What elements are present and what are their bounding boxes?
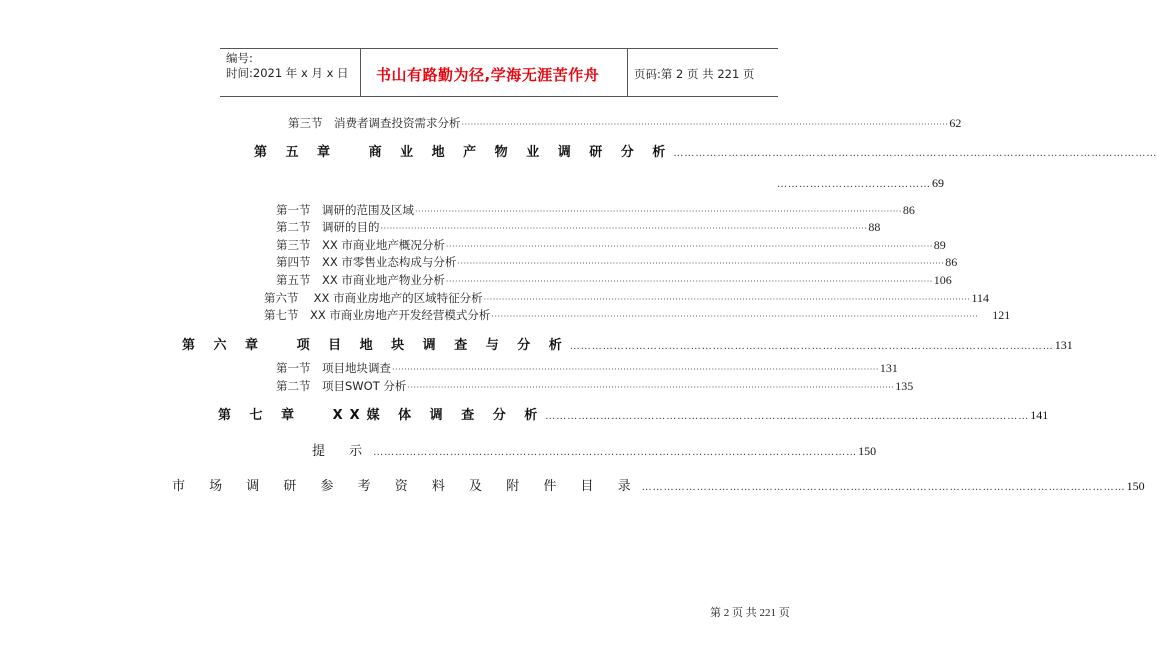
- toc-leader: ……………………………………………………………………………………………………………………: [641, 482, 1126, 493]
- toc-page: 150: [858, 444, 877, 458]
- toc-page: 114: [971, 291, 990, 305]
- toc-label: 第一节 调研的范围及区域: [276, 203, 414, 217]
- header-divider: [627, 48, 628, 96]
- toc-page: 121: [992, 308, 1011, 322]
- toc-label: 第七节 XX 市商业房地产开发经营模式分析: [264, 308, 491, 322]
- header-divider: [360, 48, 361, 96]
- toc-leader: ································································································································································: [457, 259, 945, 268]
- toc-entry[interactable]: [276, 360, 898, 376]
- toc-page: 62: [949, 116, 962, 130]
- toc-page: 69: [932, 176, 944, 190]
- toc-page: 150: [1126, 479, 1145, 493]
- header-bottom-rule: [220, 96, 778, 97]
- toc-entry[interactable]: [276, 254, 958, 270]
- header-date: 时间:2021 年 x 月 x 日: [226, 66, 349, 80]
- toc-leader: ································································································································································: [483, 295, 971, 304]
- toc-page: 131: [1054, 338, 1073, 352]
- toc-chapter[interactable]: [182, 334, 1073, 353]
- toc-chapter[interactable]: [254, 141, 1157, 160]
- toc-label: 第 六 章 项 目 地 块 调 查 与 分 析: [182, 338, 569, 353]
- header-motto: 书山有路勤为径,学海无涯苦作舟: [376, 66, 600, 84]
- toc-leader: ……………………………………: [777, 179, 931, 190]
- footer-page-number: 第 2 页 共 221 页: [710, 607, 790, 619]
- toc-chapter[interactable]: [218, 404, 1049, 423]
- toc-page: 106: [933, 273, 952, 287]
- toc-label: 第四节 XX 市零售业态构成与分析: [276, 255, 457, 269]
- toc-leader: ································································································································································: [380, 224, 868, 233]
- toc-label: 第三节 消费者调查投资需求分析: [288, 116, 461, 130]
- toc-leader: ································································································································································: [415, 207, 902, 216]
- toc-page: 86: [902, 203, 915, 217]
- toc-entry[interactable]: [264, 307, 1011, 323]
- toc-leader: ································································································································································: [407, 383, 895, 392]
- toc-entry[interactable]: [264, 290, 990, 306]
- toc-label: 第 五 章 商 业 地 产 物 业 调 研 分 析: [254, 145, 673, 160]
- toc-label: 第五节 XX 市商业地产物业分析: [276, 273, 445, 287]
- toc-entry[interactable]: [276, 378, 914, 394]
- toc-leader: ……………………………………………………………………………………………………………………: [673, 148, 1157, 159]
- toc-leader: ································································································································································: [491, 312, 979, 321]
- toc-label: 第二节 项目SWOT 分析: [276, 379, 407, 393]
- toc-label: 第二节 调研的目的: [276, 220, 380, 234]
- toc-chapter[interactable]: [172, 475, 1145, 494]
- toc-label: 第三节 XX 市商业地产概况分析: [276, 238, 445, 252]
- toc-leader: ……………………………………………………………………………………………………………………: [373, 447, 858, 458]
- toc-label: 第一节 项目地块调查: [276, 361, 391, 375]
- toc-page: 88: [868, 220, 881, 234]
- toc-leader: ································································································································································: [445, 242, 933, 251]
- toc-leader: ……………………………………………………………………………………………………………………: [569, 341, 1054, 352]
- toc-entry[interactable]: [288, 115, 962, 131]
- toc-entry[interactable]: [276, 272, 952, 288]
- toc-chapter[interactable]: [312, 440, 877, 459]
- header-top-rule: [220, 48, 778, 49]
- toc-leader: ································································································································································: [445, 277, 933, 286]
- toc-leader: ································································································································································: [461, 120, 949, 129]
- toc-page: 135: [895, 379, 914, 393]
- toc-page: 86: [945, 255, 958, 269]
- toc-entry[interactable]: [276, 202, 915, 218]
- header-number-label: 编号:: [226, 51, 253, 65]
- toc-label: 市 场 调 研 参 考 资 料 及 附 件 目 录: [172, 479, 641, 494]
- toc-page: 89: [933, 238, 946, 252]
- toc-label: 第六节 XX 市商业房地产的区域特征分析: [264, 291, 483, 305]
- toc-label: 第 七 章 XX媒 体 调 查 分 析: [218, 408, 545, 423]
- toc-entry[interactable]: [276, 219, 881, 235]
- header-page-info: 页码:第 2 页 共 221 页: [634, 67, 755, 81]
- toc-page: 141: [1030, 408, 1049, 422]
- toc-leader: ································································································································································: [392, 365, 879, 374]
- toc-label: 提 示: [312, 444, 373, 459]
- toc-chapter-continued[interactable]: [776, 176, 944, 192]
- toc-page: 131: [879, 361, 898, 375]
- toc-leader: ……………………………………………………………………………………………………………………: [545, 411, 1030, 422]
- toc-entry[interactable]: [276, 237, 946, 253]
